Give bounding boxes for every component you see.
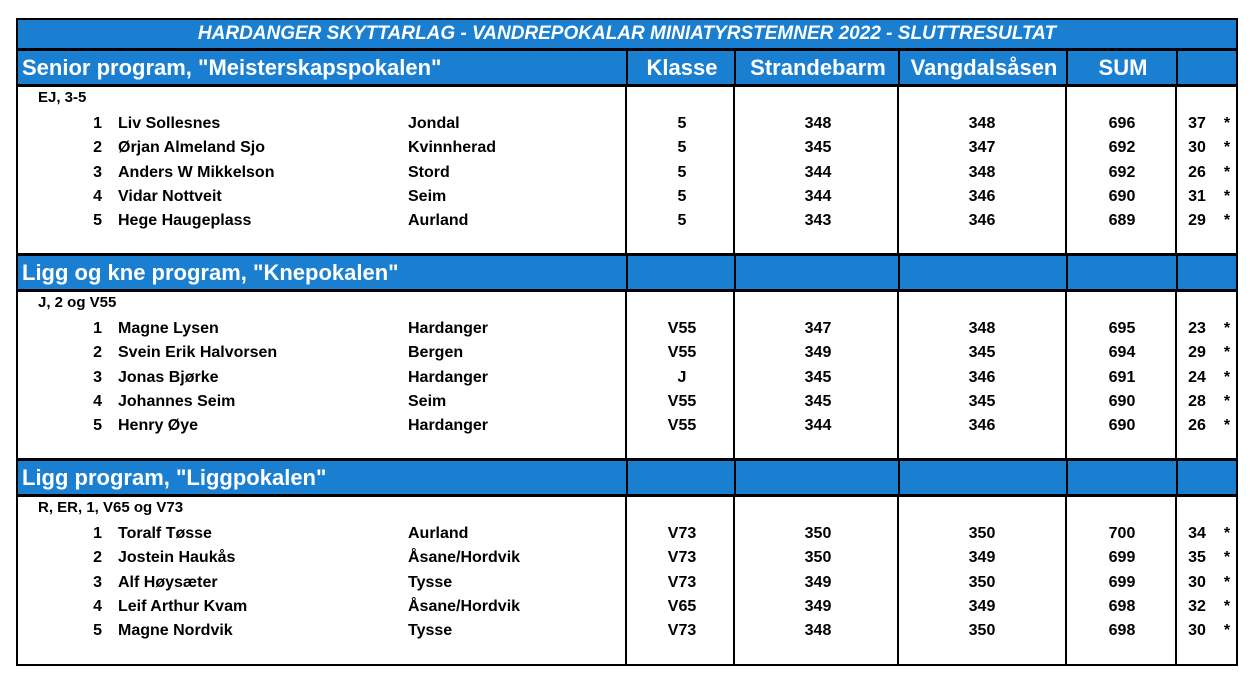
table-row [18, 112, 1236, 136]
extra-score: 24 [1188, 368, 1206, 386]
vangdalsasen-score: 349 [968, 549, 996, 567]
club-name: Aurland [408, 212, 469, 230]
rank-cell: 5 [93, 417, 102, 435]
group-label: EJ, 3-5 [38, 89, 87, 106]
strandebarm-score: 343 [804, 212, 832, 230]
vangdalsasen-score: 350 [968, 573, 996, 591]
klasse-cell: V55 [667, 344, 697, 362]
shooter-name: Toralf Tøsse [118, 525, 212, 542]
asterisk-mark: * [1223, 549, 1231, 567]
section-title: Senior program, "Meisterskapspokalen" [22, 55, 442, 80]
strandebarm-score: 348 [804, 622, 832, 640]
strandebarm-score: 345 [804, 368, 832, 386]
klasse-cell: 5 [677, 115, 687, 132]
vangdalsasen-score: 346 [968, 368, 996, 386]
strandebarm-score: 345 [804, 392, 832, 410]
club-name: Åsane/Hordvik [408, 549, 521, 567]
sum-cell: 690 [1108, 417, 1136, 435]
table-row [18, 522, 1236, 546]
asterisk-mark: * [1223, 622, 1231, 640]
strandebarm-score: 348 [804, 115, 832, 132]
shooter-name: Johannes Seim [118, 392, 236, 410]
strandebarm-score: 345 [804, 139, 832, 157]
klasse-cell: V55 [667, 417, 697, 435]
vangdalsasen-score: 348 [968, 163, 996, 181]
group-label: J, 2 og V55 [38, 294, 117, 311]
shooter-name: Ørjan Almeland Sjo [118, 139, 265, 157]
sum-cell: 692 [1108, 139, 1136, 157]
shooter-name: Vidar Nottveit [118, 187, 222, 205]
vangdalsasen-score: 346 [968, 417, 996, 435]
club-name: Hardanger [408, 320, 489, 337]
sum-cell: 695 [1108, 320, 1136, 337]
klasse-cell: V55 [667, 320, 697, 337]
sum-cell: 699 [1108, 573, 1136, 591]
strandebarm-score: 350 [804, 525, 832, 542]
extra-score: 30 [1188, 139, 1206, 157]
rank-cell: 2 [93, 139, 102, 157]
klasse-cell: 5 [677, 163, 687, 181]
section-title-cell [18, 51, 629, 84]
table-row [18, 209, 1236, 233]
extra-score: 29 [1188, 344, 1206, 362]
club-name: Tysse [408, 573, 453, 591]
column-header-label: Strandebarm [750, 55, 886, 80]
club-name: Hardanger [408, 368, 489, 386]
rank-cell: 1 [93, 320, 102, 337]
strandebarm-score: 349 [804, 597, 832, 615]
extra-score: 26 [1188, 163, 1206, 181]
header-cell-empty [1066, 256, 1178, 289]
extra-score: 37 [1188, 115, 1206, 132]
table-row [18, 595, 1236, 619]
shooter-name: Leif Arthur Kvam [118, 597, 248, 615]
sum-cell: 694 [1108, 344, 1136, 362]
header-cell-empty [1176, 256, 1238, 289]
asterisk-mark: * [1223, 187, 1231, 205]
sum-cell: 690 [1108, 392, 1136, 410]
column-header-label: SUM [1098, 55, 1148, 80]
header-cell-empty [898, 461, 1068, 494]
club-name: Stord [408, 163, 450, 181]
shooter-name: Liv Sollesnes [118, 115, 221, 132]
vangdalsasen-score: 349 [968, 597, 996, 615]
sum-cell: 691 [1108, 368, 1136, 386]
asterisk-mark: * [1223, 320, 1231, 337]
rank-cell: 2 [93, 344, 102, 362]
asterisk-mark: * [1223, 573, 1231, 591]
shooter-name: Henry Øye [118, 417, 199, 435]
section-title: Ligg og kne program, "Knepokalen" [22, 260, 399, 285]
vangdalsasen-score: 350 [968, 525, 996, 542]
column-header-klasse [626, 51, 736, 84]
rank-cell: 3 [93, 573, 102, 591]
extra-score: 30 [1188, 622, 1206, 640]
rank-cell: 4 [93, 187, 102, 205]
header-cell-empty [734, 256, 900, 289]
asterisk-mark: * [1223, 212, 1231, 230]
sum-cell: 689 [1108, 212, 1136, 230]
table-row [18, 317, 1236, 341]
asterisk-mark: * [1223, 139, 1231, 157]
klasse-cell: V55 [667, 392, 697, 410]
section-title-cell [18, 256, 629, 289]
asterisk-mark: * [1223, 417, 1231, 435]
rank-cell: 3 [93, 163, 102, 181]
rank-cell: 5 [93, 622, 102, 640]
rank-cell: 5 [93, 212, 102, 230]
sum-cell: 690 [1108, 187, 1136, 205]
page-title: HARDANGER SKYTTARLAG - VANDREPOKALAR MINIATYRSTEMNER 2022 - SLUTTRESULTAT [18, 20, 1236, 48]
section-header [18, 458, 1236, 497]
extra-score: 32 [1188, 597, 1206, 615]
section-header [18, 253, 1236, 292]
header-cell-empty [734, 461, 900, 494]
table-row [18, 185, 1236, 209]
table-row [18, 136, 1236, 160]
asterisk-mark: * [1223, 163, 1231, 181]
group-label: R, ER, 1, V65 og V73 [38, 499, 184, 516]
club-name: Seim [408, 392, 447, 410]
extra-score: 29 [1188, 212, 1206, 230]
strandebarm-score: 349 [804, 344, 832, 362]
rank-cell: 4 [93, 392, 102, 410]
header-cell-empty [1176, 51, 1238, 84]
vangdalsasen-score: 350 [968, 622, 996, 640]
club-name: Jondal [408, 115, 460, 132]
asterisk-mark: * [1223, 392, 1231, 410]
shooter-name: Anders W Mikkelson [118, 163, 275, 181]
club-name: Åsane/Hordvik [408, 597, 521, 615]
vangdalsasen-score: 348 [968, 115, 996, 132]
klasse-cell: V73 [667, 549, 697, 567]
extra-score: 28 [1188, 392, 1206, 410]
club-name: Hardanger [408, 417, 489, 435]
header-cell-empty [1066, 461, 1178, 494]
club-name: Seim [408, 187, 447, 205]
extra-score: 34 [1188, 525, 1206, 542]
klasse-cell: V73 [667, 525, 697, 542]
club-name: Tysse [408, 622, 453, 640]
strandebarm-score: 350 [804, 549, 832, 567]
asterisk-mark: * [1223, 525, 1231, 542]
strandebarm-score: 344 [804, 163, 832, 181]
sum-cell: 698 [1108, 622, 1136, 640]
rank-cell: 1 [93, 525, 102, 542]
extra-score: 30 [1188, 573, 1206, 591]
rank-cell: 4 [93, 597, 102, 615]
asterisk-mark: * [1223, 344, 1231, 362]
club-name: Aurland [408, 525, 469, 542]
club-name: Bergen [408, 344, 464, 362]
asterisk-mark: * [1223, 597, 1231, 615]
table-row [18, 414, 1236, 438]
club-name: Kvinnherad [408, 139, 497, 157]
rank-cell: 1 [93, 115, 102, 132]
table-row [18, 390, 1236, 414]
column-header-strandebarm [734, 51, 900, 84]
sum-cell: 700 [1108, 525, 1136, 542]
sum-cell: 698 [1108, 597, 1136, 615]
results-sheet [16, 18, 1238, 666]
extra-score: 23 [1188, 320, 1206, 337]
strandebarm-score: 344 [804, 417, 832, 435]
header-cell-empty [626, 256, 736, 289]
shooter-name: Magne Lysen [118, 320, 219, 337]
vangdalsasen-score: 345 [968, 344, 996, 362]
header-cell-empty [626, 461, 736, 494]
extra-score: 31 [1188, 187, 1206, 205]
column-header-label: Vangdalsåsen [910, 55, 1058, 80]
sum-cell: 696 [1108, 115, 1136, 132]
shooter-name: Jostein Haukås [118, 549, 236, 567]
shooter-name: Hege Haugeplass [118, 212, 252, 230]
vangdalsasen-score: 346 [968, 187, 996, 205]
table-row [18, 341, 1236, 365]
vangdalsasen-score: 348 [968, 320, 996, 337]
table-row [18, 571, 1236, 595]
shooter-name: Svein Erik Halvorsen [118, 344, 278, 362]
klasse-cell: J [677, 368, 687, 386]
table-row [18, 161, 1236, 185]
sum-cell: 699 [1108, 549, 1136, 567]
section-header [18, 48, 1236, 87]
sum-cell: 692 [1108, 163, 1136, 181]
vangdalsasen-score: 345 [968, 392, 996, 410]
strandebarm-score: 344 [804, 187, 832, 205]
column-header-label: Klasse [646, 55, 718, 80]
strandebarm-score: 349 [804, 573, 832, 591]
header-cell-empty [898, 256, 1068, 289]
shooter-name: Alf Høysæter [118, 573, 218, 591]
strandebarm-score: 347 [804, 320, 832, 337]
shooter-name: Jonas Bjørke [118, 368, 219, 386]
section-title-cell [18, 461, 629, 494]
klasse-cell: 5 [677, 187, 687, 205]
vangdalsasen-score: 347 [968, 139, 996, 157]
column-header-sum [1066, 51, 1178, 84]
vangdalsasen-score: 346 [968, 212, 996, 230]
asterisk-mark: * [1223, 368, 1231, 386]
klasse-cell: V65 [667, 597, 697, 615]
asterisk-mark: * [1223, 115, 1231, 132]
table-row [18, 546, 1236, 570]
section-title: Ligg program, "Liggpokalen" [22, 465, 327, 490]
klasse-cell: V73 [667, 573, 697, 591]
header-cell-empty [1176, 461, 1238, 494]
klasse-cell: 5 [677, 212, 687, 230]
table-row [18, 366, 1236, 390]
shooter-name: Magne Nordvik [118, 622, 233, 640]
klasse-cell: 5 [677, 139, 687, 157]
rank-cell: 2 [93, 549, 102, 567]
table-row [18, 619, 1236, 643]
extra-score: 26 [1188, 417, 1206, 435]
rank-cell: 3 [93, 368, 102, 386]
extra-score: 35 [1188, 549, 1206, 567]
klasse-cell: V73 [667, 622, 697, 640]
column-header-vangdalsasen [898, 51, 1068, 84]
